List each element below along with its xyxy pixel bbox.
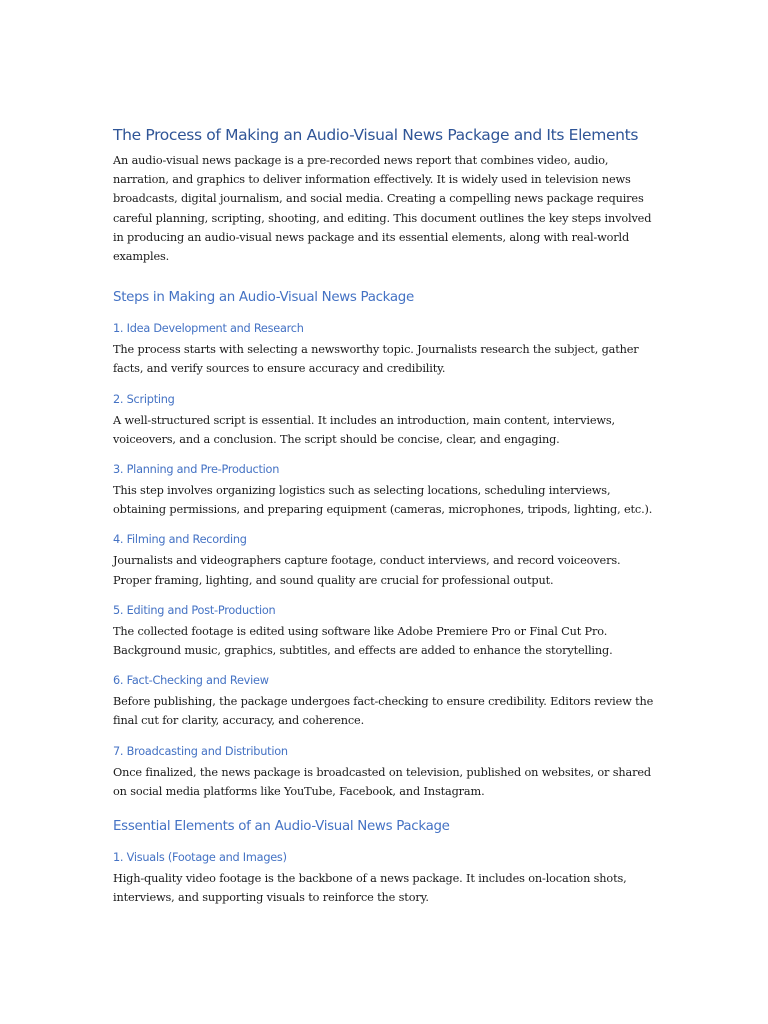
step-section <box>113 392 658 449</box>
element-heading: 1. Visuals (Footage and Images) <box>113 851 287 865</box>
step-section <box>113 673 658 730</box>
step-section <box>113 744 658 801</box>
step-heading: 6. Fact-Checking and Review <box>113 674 269 688</box>
step-text: This step involves organizing logistics such as selecting locations, scheduling interviews, obtaining permissions, and preparing equipment (cameras, microphones, tripods, lighting, etc.). <box>113 484 653 517</box>
step-text: The collected footage is edited using software like Adobe Premiere Pro or Final Cut Pro. Background music, graphics, subtitles, and effects are added to enhance the storytelling. <box>113 624 613 658</box>
step-text: Before publishing, the package undergoes fact-checking to ensure credibility. Editors review the final cut for clarity, accuracy, and coherence. <box>113 695 654 728</box>
step-section <box>113 321 658 378</box>
step-heading: 7. Broadcasting and Distribution <box>113 744 288 758</box>
step-text: The process starts with selecting a newsworthy topic. Journalists research the subject, gather facts, and verify sources to ensure accuracy and credibility. <box>113 343 639 376</box>
step-section <box>113 603 658 660</box>
step-heading: 3. Planning and Pre-Production <box>113 463 280 477</box>
intro-paragraph: An audio-visual news package is a pre-recorded news report that combines video, audio, narration, and graphics to deliver information effectively. It is widely used in television news broadcasts, digital journalism, and social media. Creating a compelling news package requires careful planning, scripting, shooting, and editing. This document outlines the key steps involved in producing an audio-visual news package and its essential elements, along with real-world examples. <box>113 154 652 264</box>
step-text: Once finalized, the news package is broadcasted on television, published on websites, or shared on social media platforms like YouTube, Facebook, and Instagram. <box>113 765 651 798</box>
step-heading: 4. Filming and Recording <box>113 533 247 547</box>
elements-heading: Essential Elements of an Audio-Visual News Package <box>113 819 450 835</box>
step-section <box>113 532 658 589</box>
step-heading: 1. Idea Development and Research <box>113 322 304 336</box>
step-section <box>113 462 658 519</box>
step-heading: 2. Scripting <box>113 392 175 406</box>
document-title: The Process of Making an Audio-Visual News Package and Its Elements <box>113 126 639 144</box>
step-text: Journalists and videographers capture footage, conduct interviews, and record voiceovers. Proper framing, lighting, and sound quality are crucial for professional output. <box>113 554 621 587</box>
element-text: High-quality video footage is the backbone of a news package. It includes on-location shots, interviews, and supporting visuals to reinforce the story. <box>113 872 627 905</box>
document-page <box>113 124 658 920</box>
element-section <box>113 850 658 907</box>
step-text: A well-structured script is essential. It includes an introduction, main content, interviews, voiceovers, and a conclusion. The script should be concise, clear, and engaging. <box>113 413 615 446</box>
step-heading: 5. Editing and Post-Production <box>113 603 276 617</box>
steps-heading: Steps in Making an Audio-Visual News Package <box>113 290 414 306</box>
